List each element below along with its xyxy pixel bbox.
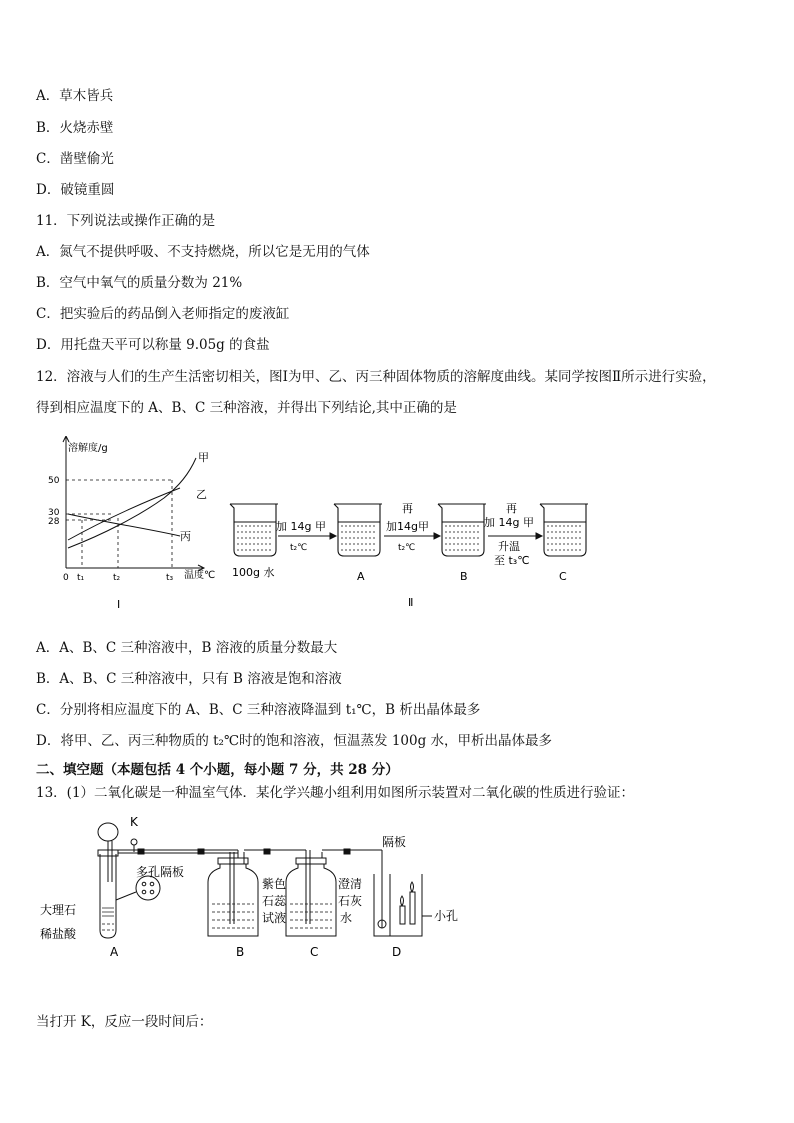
fig1-ytick-30: 30: [48, 508, 60, 518]
label-acid: 稀盐酸: [40, 927, 77, 941]
q12-option-c: C．分别将相应温度下的 A、B、C 三种溶液降温到 t₁℃，B 析出晶体最多: [36, 702, 481, 718]
curve-bing: [68, 514, 180, 536]
final-line: 当打开 K，反应一段时间后：: [36, 1014, 213, 1030]
fig1-ytick-50: 50: [48, 476, 60, 486]
q12-option-b: B．A、B、C 三种溶液中，只有 B 溶液是饱和溶液: [36, 671, 342, 687]
beaker-water: [230, 504, 278, 556]
beaker-label-c: C: [559, 570, 567, 583]
q12-stem-line1: 12．溶液与人们的生产生活密切相关，图Ⅰ为甲、乙、丙三种固体物质的溶解度曲线。某同学按图Ⅱ所示进行实验，: [36, 369, 716, 385]
label-b-2: 石蕊: [262, 894, 287, 908]
solubility-curve-figure: [44, 436, 224, 614]
label-porous-plate: 多孔隔板: [136, 865, 185, 879]
letter-b: B: [236, 945, 245, 959]
curve-jia: [68, 458, 196, 548]
fig1-ylabel: 溶解度/g: [68, 443, 108, 454]
label-yi: 乙: [196, 488, 207, 501]
co2-apparatus-figure: [38, 812, 458, 964]
label-jia: 甲: [198, 451, 209, 464]
beaker-b: [438, 504, 486, 556]
label-partition: 隔板: [382, 835, 407, 849]
label-c-2: 石灰: [338, 894, 363, 908]
step2-mid: 加14g甲: [386, 520, 429, 533]
q10-option-b: B．火烧赤壁: [36, 120, 114, 136]
q10-option-c: C．凿壁偷光: [36, 151, 114, 167]
label-bing: 丙: [180, 530, 191, 543]
label-c-1: 澄清: [338, 877, 363, 891]
fig1-ytick-28: 28: [48, 517, 60, 527]
step3-top: 再: [506, 502, 517, 515]
step3-bottom1: 升温: [498, 540, 520, 553]
letter-d: D: [392, 945, 402, 959]
fig1-xlabel: 温度℃: [184, 570, 216, 581]
q11-option-a: A．氮气不提供呼吸、不支持燃烧，所以它是无用的气体: [36, 244, 370, 260]
q11-option-c: C．把实验后的药品倒入老师指定的废液缸: [36, 306, 290, 322]
label-k: K: [130, 815, 138, 829]
label-hole: 小孔: [434, 909, 458, 923]
q12-option-a: A．A、B、C 三种溶液中，B 溶液的质量分数最大: [36, 640, 338, 656]
label-b-1: 紫色: [262, 877, 287, 891]
q10-option-d: D．破镜重圆: [36, 182, 115, 198]
q11-stem: 11．下列说法或操作正确的是: [36, 213, 216, 229]
label-marble: 大理石: [40, 903, 77, 917]
step2-bottom: t₂℃: [398, 543, 416, 553]
fig1-xtick-t3: t₃: [166, 573, 174, 583]
step1-bottom: t₂℃: [290, 543, 308, 553]
q13-stem: 13．(1）二氧化碳是一种温室气体．某化学兴趣小组利用如图所示装置对二氧化碳的性质进行验证：: [36, 785, 635, 801]
beaker-label-a: A: [357, 570, 365, 583]
step2-top: 再: [402, 502, 413, 515]
q10-option-a: A．草木皆兵: [36, 88, 114, 104]
label-c-3: 水: [340, 911, 353, 925]
beaker-experiment-figure: [226, 496, 592, 612]
fig2-caption: Ⅱ: [408, 596, 414, 609]
step1-top: 加 14g 甲: [276, 520, 326, 533]
q11-option-b: B．空气中氧气的质量分数为 21%: [36, 275, 243, 291]
label-b-3: 试液: [262, 911, 287, 925]
step3-mid: 加 14g 甲: [484, 516, 534, 529]
letter-a: A: [110, 945, 119, 959]
q12-option-d: D．将甲、乙、丙三种物质的 t₂℃时的饱和溶液，恒温蒸发 100g 水，甲析出晶体最多: [36, 733, 553, 749]
q11-option-d: D．用托盘天平可以称量 9.05g 的食盐: [36, 337, 270, 353]
step3-bottom2: 至 t₃℃: [494, 554, 530, 567]
fig1-xtick-t1: t₁: [77, 573, 85, 583]
fig1-xtick-t2: t₂: [113, 573, 121, 583]
section-heading: 二、填空题（本题包括 4 个小题，每小题 7 分，共 28 分）: [36, 762, 399, 778]
fig1-xtick-0: 0: [63, 573, 69, 583]
start-label: 100g 水: [232, 566, 275, 579]
q12-stem-line2: 得到相应温度下的 A、B、C 三种溶液，并得出下列结论,其中正确的是: [36, 400, 457, 416]
letter-c: C: [310, 945, 319, 959]
beaker-label-b: B: [460, 570, 468, 583]
beaker-a: [334, 504, 382, 556]
fig1-caption: Ⅰ: [117, 598, 121, 611]
beaker-c: [540, 504, 588, 556]
